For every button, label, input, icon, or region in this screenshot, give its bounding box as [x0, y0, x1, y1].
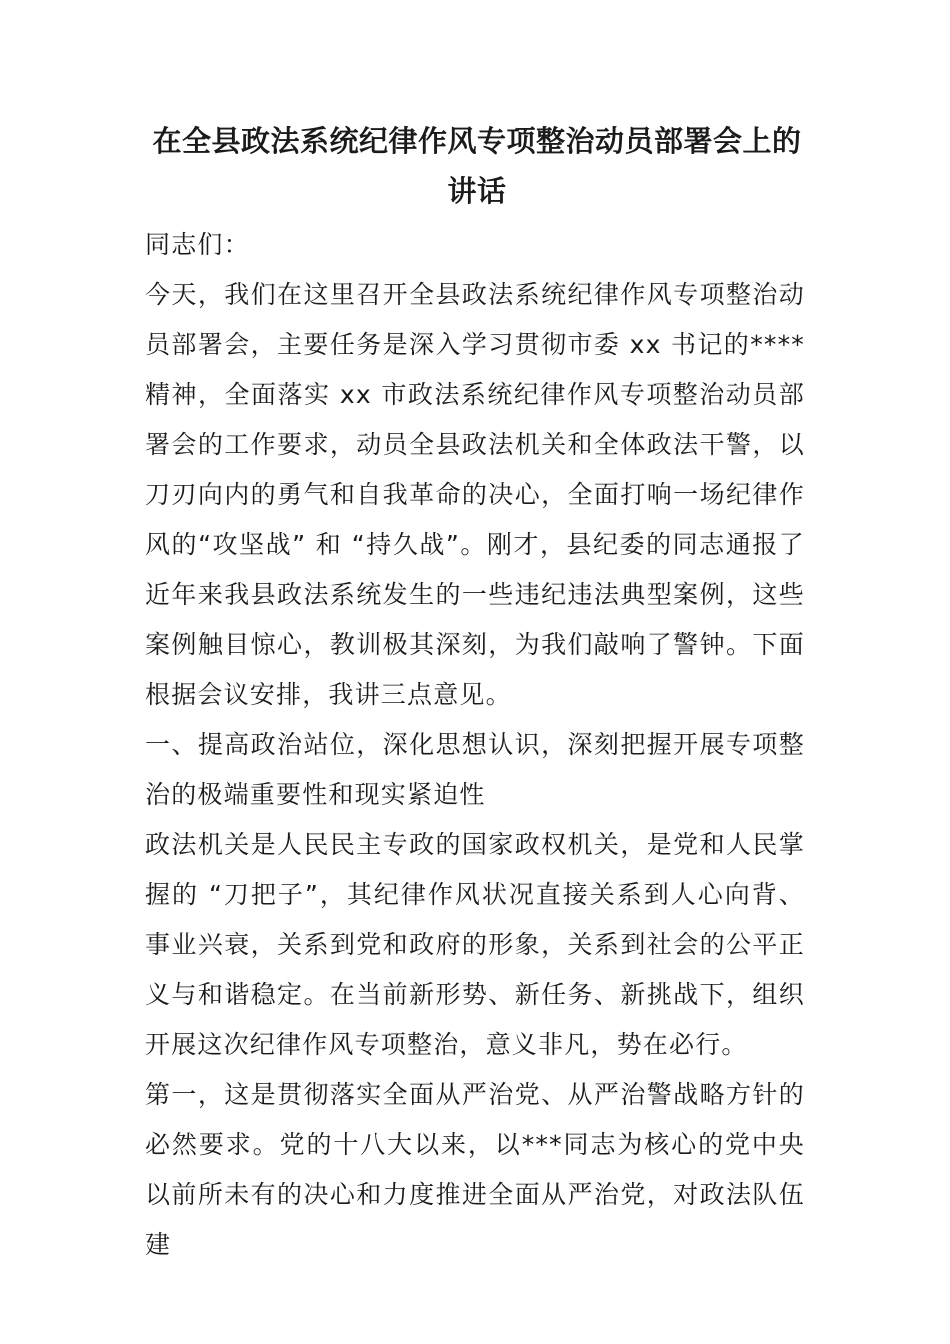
- paragraph-body-1: 政法机关是人民民主专政的国家政权机关，是党和人民掌握的 “刀把子”，其纪律作风状况直接关系到人心向背、事业兴衰，关系到党和政府的形象，关系到社会的公平正义与和谐稳定。在当前新形势、新任务、新挑战下，组织开展这次纪律作风专项整治，意义非凡，势在必行。: [145, 830, 805, 1059]
- section-heading-1: 一、提高政治站位，深化思想认识，深刻把握开展专项整治的极端重要性和现实紧迫性: [145, 730, 805, 809]
- paragraph-body-2: 第一，这是贯彻落实全面从严治党、从严治警战略方针的必然要求。党的十八大以来，以***同志为核心的党中央以前所未有的决心和力度推进全面从严治党，对政法队伍建: [145, 1080, 805, 1259]
- paragraph-intro: 今天，我们在这里召开全县政法系统纪律作风专项整治动员部署会，主要任务是深入学习贯彻市委 xx 书记的****精神，全面落实 xx 市政法系统纪律作风专项整治动员部署会的工作要求，动员全县政法机关和全体政法干警，以刀刃向内的勇气和自我革命的决心，全面打响一场纪律作风的“攻坚战” 和 “持久战”。刚才，县纪委的同志通报了近年来我县政法系统发生的一些违纪违法典型案例，这些案例触目惊心，教训极其深刻，为我们敲响了警钟。下面根据会议安排，我讲三点意见。: [145, 280, 805, 709]
- greeting: 同志们：: [145, 230, 250, 259]
- document-title: 在全县政法系统纪律作风专项整治动员部署会上的讲话: [152, 124, 802, 208]
